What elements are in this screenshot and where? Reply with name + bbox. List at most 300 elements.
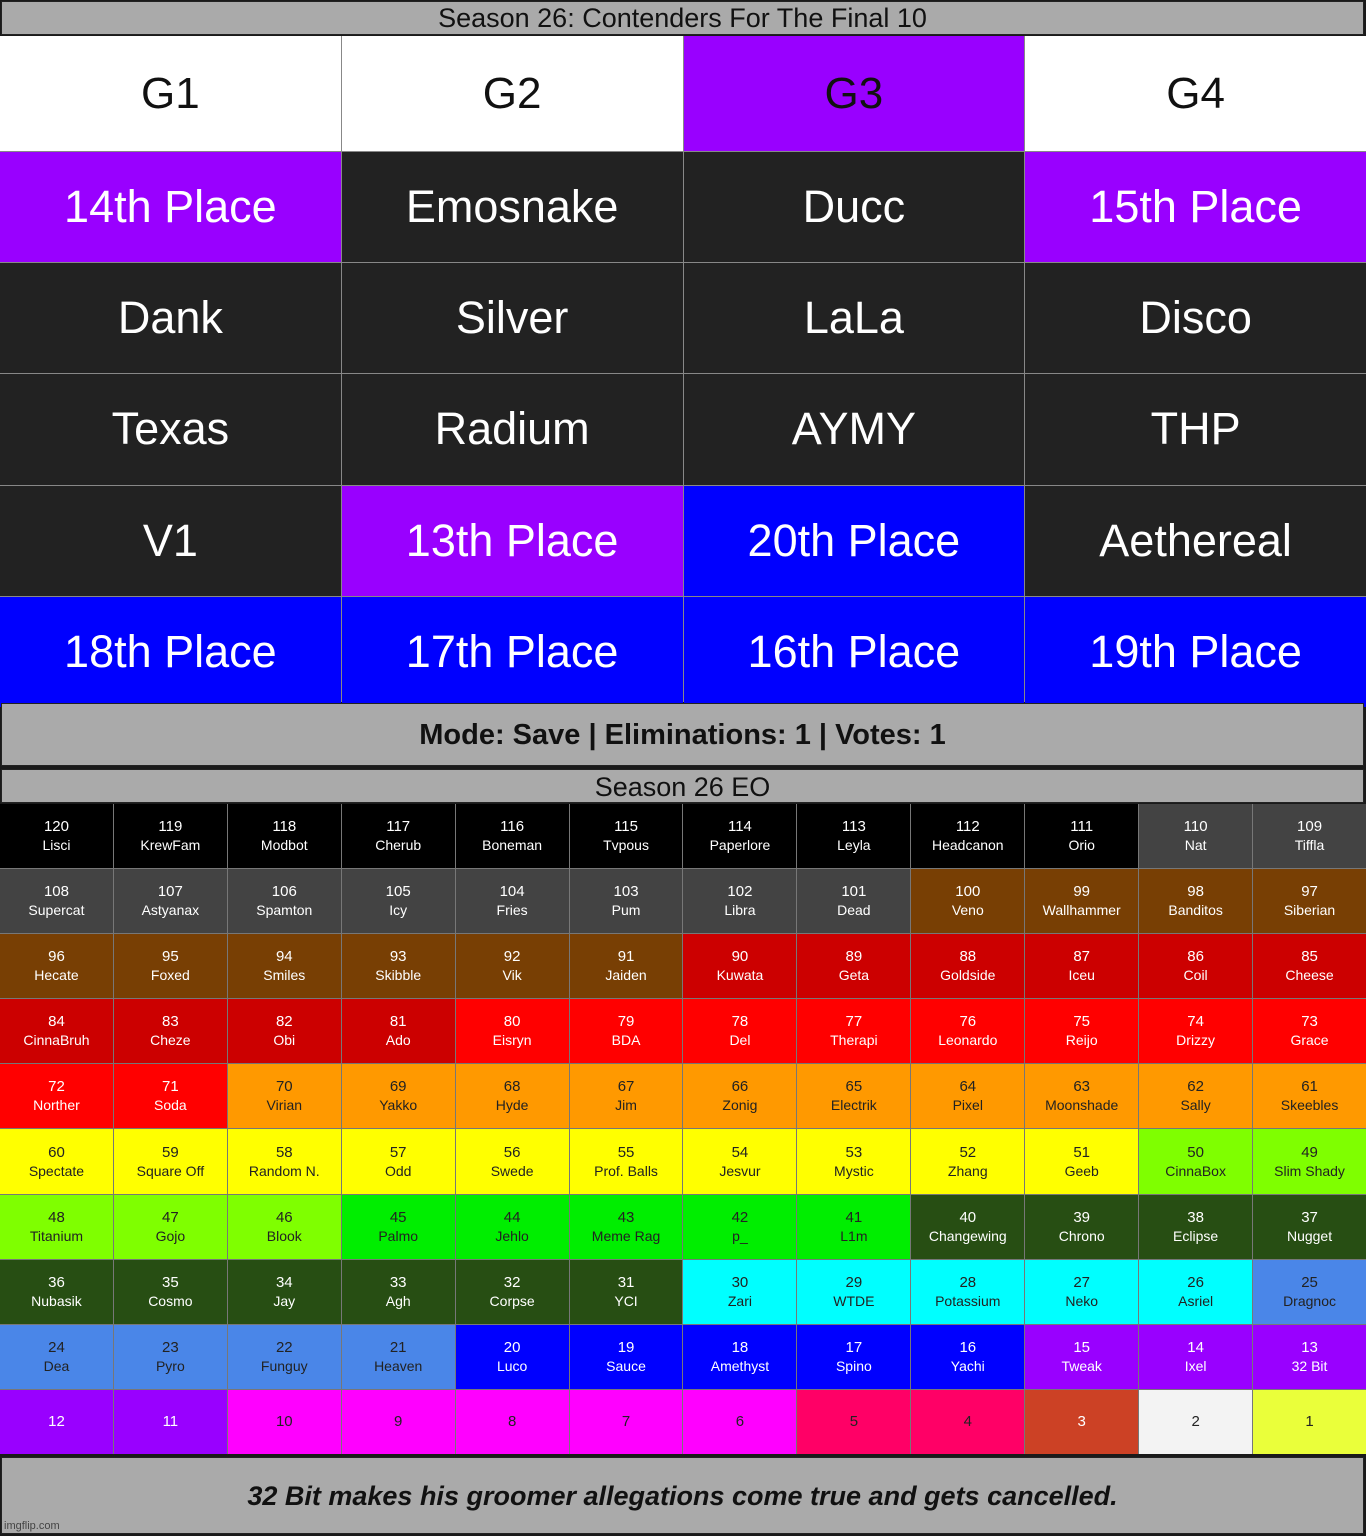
eo-contestant-name: Jim <box>615 1097 637 1114</box>
eo-contestant-name: Skibble <box>375 967 422 984</box>
eo-contestant-name: Modbot <box>260 837 308 854</box>
eo-rank: 73 <box>1301 1013 1318 1031</box>
eo-contestant-name: CinnaBox <box>1165 1162 1226 1179</box>
eo-cell <box>228 1260 341 1324</box>
eo-contestant-name: Norther <box>33 1097 80 1114</box>
eo-cell <box>0 1260 113 1324</box>
group-cell: Silver <box>342 263 683 373</box>
eo-cell <box>683 999 796 1063</box>
eo-cell <box>1025 1195 1138 1259</box>
eo-cell <box>683 1325 796 1389</box>
eo-cell <box>0 1195 113 1259</box>
eo-rank: 20 <box>503 1338 521 1356</box>
eo-contestant-name: Cheese <box>1285 967 1334 984</box>
group-cell: Aethereal <box>1025 486 1366 596</box>
eo-contestant-name: Random N. <box>248 1162 320 1179</box>
eo-rank: 92 <box>503 948 521 966</box>
eo-contestant-name: Electrik <box>830 1097 877 1114</box>
eo-rank: 21 <box>389 1338 407 1356</box>
eo-contestant-name: Nat <box>1184 837 1207 854</box>
eo-cell <box>1253 1195 1366 1259</box>
eo-cell <box>570 1260 683 1324</box>
eo-cell <box>1253 1064 1366 1128</box>
eo-contestant-name: Palmo <box>378 1227 419 1244</box>
eo-contestant-name: Reijo <box>1065 1032 1098 1049</box>
eo-contestant-name: Jaiden <box>605 967 647 984</box>
eo-contestant-name: Geta <box>838 967 870 984</box>
eo-rank: 89 <box>845 948 863 966</box>
eo-cell <box>114 1325 227 1389</box>
eo-cell <box>683 1260 796 1324</box>
eo-cell <box>456 804 569 868</box>
eo-contestant-name: Neko <box>1065 1292 1099 1309</box>
eo-cell <box>797 1390 910 1454</box>
eo-contestant-name: Cheze <box>150 1032 191 1049</box>
eo-contestant-name: Odd <box>384 1162 412 1179</box>
eo-rank: 99 <box>1073 883 1091 901</box>
eo-rank: 67 <box>617 1078 635 1096</box>
eo-contestant-name: Headcanon <box>931 837 1004 854</box>
eo-cell <box>228 804 341 868</box>
eo-rank: 115 <box>614 818 638 836</box>
eo-contestant-name: Paperlore <box>709 837 771 854</box>
eo-rank: 86 <box>1187 948 1204 966</box>
eo-rank: 91 <box>617 948 635 966</box>
eo-cell <box>342 869 455 933</box>
eo-cell <box>342 1195 455 1259</box>
eo-rank: 60 <box>48 1143 65 1161</box>
eo-contestant-name: Jesvur <box>719 1162 761 1179</box>
eo-rank: 23 <box>162 1338 179 1356</box>
eo-rank: 78 <box>731 1013 749 1031</box>
eo-cell <box>0 934 113 998</box>
eo-contestant-name: Hecate <box>34 967 79 984</box>
eo-grid <box>0 804 1366 1454</box>
eo-contestant-name: Foxed <box>150 967 190 984</box>
eo-cell <box>114 1129 227 1193</box>
eo-rank: 30 <box>731 1273 749 1291</box>
eo-cell <box>114 804 227 868</box>
group-cell: 14th Place <box>0 152 341 262</box>
eo-contestant-name: Virian <box>266 1097 303 1114</box>
eo-cell <box>1025 934 1138 998</box>
eo-cell <box>342 804 455 868</box>
eo-rank: 11 <box>162 1412 179 1430</box>
eo-cell <box>0 999 113 1063</box>
eo-rank: 109 <box>1297 818 1323 836</box>
eo-contestant-name: Spino <box>835 1357 872 1374</box>
eo-rank: 6 <box>735 1412 745 1430</box>
eo-cell <box>683 1064 796 1128</box>
eo-rank: 37 <box>1301 1208 1318 1226</box>
group-header-1: G1 <box>0 36 341 151</box>
eo-cell <box>456 999 569 1063</box>
eo-cell <box>456 1390 569 1454</box>
eo-rank: 24 <box>48 1338 65 1356</box>
eo-cell <box>797 1325 910 1389</box>
eo-contestant-name: Leonardo <box>938 1032 998 1049</box>
eo-cell <box>342 1129 455 1193</box>
eo-contestant-name: Dea <box>43 1357 70 1374</box>
eo-rank: 79 <box>617 1013 635 1031</box>
eo-rank: 113 <box>841 818 866 836</box>
eo-contestant-name: WTDE <box>833 1292 875 1309</box>
eo-contestant-name: Swede <box>490 1162 534 1179</box>
group-cell: 17th Place <box>342 597 683 707</box>
eo-rank: 70 <box>275 1078 293 1096</box>
eo-contestant-name: Ado <box>385 1032 411 1049</box>
eo-rank: 52 <box>959 1143 977 1161</box>
eo-rank: 41 <box>845 1208 863 1226</box>
group-cell: 18th Place <box>0 597 341 707</box>
eo-rank: 35 <box>162 1273 179 1291</box>
eo-rank: 83 <box>162 1013 179 1031</box>
group-cell: AYMY <box>684 374 1025 484</box>
group-cell: LaLa <box>684 263 1025 373</box>
eo-contestant-name: Tiffla <box>1294 837 1325 854</box>
eo-rank: 61 <box>1301 1078 1318 1096</box>
eo-cell <box>1139 1390 1252 1454</box>
eo-cell <box>342 1064 455 1128</box>
eo-cell <box>228 869 341 933</box>
eo-cell <box>114 1260 227 1324</box>
eo-rank: 105 <box>385 883 411 901</box>
group-cell: V1 <box>0 486 341 596</box>
eo-cell <box>570 804 683 868</box>
group-cell: Radium <box>342 374 683 484</box>
group-cell: 16th Place <box>684 597 1025 707</box>
eo-cell <box>1025 1390 1138 1454</box>
eo-cell <box>114 1390 227 1454</box>
eo-cell <box>1025 869 1138 933</box>
eo-contestant-name: Supercat <box>28 902 85 919</box>
eo-contestant-name: Wallhammer <box>1042 902 1121 919</box>
eo-contestant-name: Boneman <box>482 837 543 854</box>
eo-contestant-name: Ixel <box>1184 1357 1207 1374</box>
eo-contestant-name: Sally <box>1180 1097 1211 1114</box>
group-cell: Emosnake <box>342 152 683 262</box>
eo-cell <box>1253 1129 1366 1193</box>
eo-cell <box>570 1325 683 1389</box>
eo-cell <box>1025 1325 1138 1389</box>
eo-cell <box>0 1390 113 1454</box>
eo-rank: 50 <box>1187 1143 1204 1161</box>
eo-cell <box>0 1325 113 1389</box>
footer-caption: 32 Bit makes his groomer allegations come true and gets cancelled. <box>1 1457 1364 1534</box>
eo-rank: 65 <box>845 1078 863 1096</box>
eo-cell <box>228 934 341 998</box>
eo-contestant-name: Mystic <box>834 1162 874 1179</box>
eo-rank: 26 <box>1187 1273 1204 1291</box>
eo-cell <box>114 1064 227 1128</box>
group-cell: 15th Place <box>1025 152 1366 262</box>
eo-rank: 1 <box>1305 1412 1314 1430</box>
eo-cell <box>1253 1390 1366 1454</box>
eo-cell <box>114 1195 227 1259</box>
eo-contestant-name: Skeebles <box>1280 1097 1339 1114</box>
eo-cell <box>1025 999 1138 1063</box>
eo-rank: 102 <box>727 883 753 901</box>
eo-rank: 29 <box>845 1273 863 1291</box>
eo-contestant-name: Zari <box>727 1292 752 1309</box>
eo-contestant-name: Eclipse <box>1173 1227 1219 1244</box>
eo-rank: 36 <box>48 1273 65 1291</box>
eo-cell <box>1253 1260 1366 1324</box>
eo-contestant-name: Vik <box>502 967 522 984</box>
eo-contestant-name: Pum <box>611 902 641 919</box>
eo-contestant-name: Coil <box>1183 967 1208 984</box>
eo-rank: 4 <box>963 1412 972 1430</box>
eo-cell <box>797 1260 910 1324</box>
eo-rank: 117 <box>386 818 411 836</box>
eo-cell <box>570 1390 683 1454</box>
eo-contestant-name: Luco <box>496 1357 528 1374</box>
eo-contestant-name: Sauce <box>606 1357 646 1374</box>
eo-contestant-name: Soda <box>154 1097 187 1114</box>
eo-rank: 14 <box>1187 1338 1204 1356</box>
eo-rank: 32 <box>503 1273 521 1291</box>
eo-cell <box>1139 1064 1252 1128</box>
eo-contestant-name: Pyro <box>155 1357 185 1374</box>
eo-rank: 16 <box>959 1338 977 1356</box>
eo-cell <box>683 869 796 933</box>
eo-rank: 118 <box>272 818 297 836</box>
eo-contestant-name: Prof. Balls <box>594 1162 658 1179</box>
eo-cell <box>911 934 1024 998</box>
eo-cell <box>1139 804 1252 868</box>
eo-cell <box>683 934 796 998</box>
eo-contestant-name: Cosmo <box>148 1292 193 1309</box>
eo-contestant-name: Geeb <box>1064 1162 1099 1179</box>
eo-rank: 96 <box>48 948 65 966</box>
eo-cell <box>797 1064 910 1128</box>
eo-rank: 27 <box>1073 1273 1091 1291</box>
watermark: imgflip.com <box>4 1520 60 1532</box>
eo-rank: 33 <box>389 1273 407 1291</box>
eo-cell <box>1139 1260 1252 1324</box>
eo-cell <box>342 1260 455 1324</box>
group-header-3: G3 <box>684 36 1025 151</box>
eo-cell <box>228 999 341 1063</box>
eo-contestant-name: Dead <box>837 902 871 919</box>
eo-cell <box>1253 934 1366 998</box>
eo-cell <box>1139 1129 1252 1193</box>
eo-rank: 88 <box>959 948 977 966</box>
eo-cell <box>683 1390 796 1454</box>
eo-rank: 22 <box>275 1338 293 1356</box>
eo-cell <box>456 1325 569 1389</box>
eo-contestant-name: Siberian <box>1283 902 1336 919</box>
eo-rank: 90 <box>731 948 749 966</box>
eo-contestant-name: Cherub <box>375 837 422 854</box>
eo-cell <box>1139 934 1252 998</box>
eo-rank: 82 <box>275 1013 293 1031</box>
eo-rank: 19 <box>617 1338 635 1356</box>
eo-cell <box>570 999 683 1063</box>
eo-rank: 119 <box>158 818 183 836</box>
eo-contestant-name: Funguy <box>260 1357 308 1374</box>
eo-rank: 39 <box>1073 1208 1091 1226</box>
eo-cell <box>1025 1260 1138 1324</box>
eo-contestant-name: L1m <box>840 1227 868 1244</box>
eo-cell <box>1253 999 1366 1063</box>
eo-rank: 10 <box>275 1412 293 1430</box>
eo-contestant-name: Corpse <box>489 1292 535 1309</box>
eo-rank: 93 <box>389 948 407 966</box>
eo-cell <box>797 934 910 998</box>
eo-cell <box>570 869 683 933</box>
eo-rank: 46 <box>275 1208 293 1226</box>
eo-cell <box>911 1390 1024 1454</box>
eo-rank: 76 <box>959 1013 977 1031</box>
eo-contestant-name: Tweak <box>1061 1357 1102 1374</box>
eo-cell <box>456 1195 569 1259</box>
eo-rank: 2 <box>1191 1412 1200 1430</box>
eo-cell <box>683 1129 796 1193</box>
eo-contestant-name: Orio <box>1068 837 1095 854</box>
eo-cell <box>570 1064 683 1128</box>
eo-contestant-name: Grace <box>1290 1032 1329 1049</box>
eo-contestant-name: Obi <box>273 1032 296 1049</box>
eo-cell <box>1139 1195 1252 1259</box>
eo-contestant-name: Smiles <box>263 967 306 984</box>
eo-contestant-name: Square Off <box>136 1162 205 1179</box>
eo-cell <box>797 804 910 868</box>
eo-title: Season 26 EO <box>1 769 1364 803</box>
eo-contestant-name: Yachi <box>950 1357 985 1374</box>
eo-cell <box>797 1195 910 1259</box>
eo-contestant-name: Eisryn <box>492 1032 532 1049</box>
group-cell: Disco <box>1025 263 1366 373</box>
eo-cell <box>456 934 569 998</box>
eo-rank: 48 <box>48 1208 65 1226</box>
eo-cell <box>797 1129 910 1193</box>
eo-contestant-name: Pixel <box>952 1097 983 1114</box>
eo-cell <box>797 869 910 933</box>
eo-cell <box>911 1195 1024 1259</box>
eo-rank: 64 <box>959 1078 977 1096</box>
eo-rank: 80 <box>503 1013 521 1031</box>
eo-rank: 63 <box>1073 1078 1091 1096</box>
eo-cell <box>911 999 1024 1063</box>
eo-rank: 95 <box>162 948 179 966</box>
groups-grid <box>0 36 1366 702</box>
eo-rank: 100 <box>955 883 981 901</box>
eo-rank: 42 <box>731 1208 749 1226</box>
eo-contestant-name: Iceu <box>1068 967 1095 984</box>
eo-rank: 116 <box>500 818 525 836</box>
eo-cell <box>342 1390 455 1454</box>
eo-rank: 7 <box>621 1412 631 1430</box>
eo-contestant-name: Jay <box>273 1292 296 1309</box>
eo-contestant-name: Spectate <box>28 1162 85 1179</box>
eo-cell <box>683 1195 796 1259</box>
eo-contestant-name: Drizzy <box>1176 1032 1216 1049</box>
eo-rank: 3 <box>1077 1412 1086 1430</box>
eo-contestant-name: Fries <box>496 902 528 919</box>
eo-cell <box>1253 869 1366 933</box>
eo-contestant-name: Meme Rag <box>591 1227 661 1244</box>
eo-rank: 47 <box>162 1208 179 1226</box>
eo-rank: 25 <box>1301 1273 1318 1291</box>
eo-rank: 66 <box>731 1078 749 1096</box>
eo-contestant-name: Astyanax <box>141 902 200 919</box>
eo-rank: 5 <box>849 1412 859 1430</box>
eo-rank: 75 <box>1073 1013 1091 1031</box>
eo-contestant-name: Agh <box>385 1292 411 1309</box>
eo-contestant-name: Chrono <box>1058 1227 1105 1244</box>
eo-rank: 72 <box>48 1078 65 1096</box>
eo-rank: 104 <box>499 883 525 901</box>
eo-contestant-name: Kuwata <box>716 967 764 984</box>
eo-cell <box>1139 1325 1252 1389</box>
eo-contestant-name: Leyla <box>837 837 871 854</box>
eo-contestant-name: Jehlo <box>495 1227 529 1244</box>
eo-contestant-name: Hyde <box>495 1097 529 1114</box>
eo-contestant-name: Moonshade <box>1045 1097 1119 1114</box>
eo-cell <box>1025 1064 1138 1128</box>
eo-rank: 49 <box>1301 1143 1318 1161</box>
eo-rank: 43 <box>617 1208 635 1226</box>
eo-rank: 15 <box>1073 1338 1091 1356</box>
eo-contestant-name: Lisci <box>42 837 71 854</box>
eo-contestant-name: Libra <box>724 902 756 919</box>
eo-contestant-name: Gojo <box>155 1227 186 1244</box>
eo-rank: 68 <box>503 1078 521 1096</box>
eo-cell <box>1253 1325 1366 1389</box>
eo-rank: 120 <box>43 818 69 836</box>
eo-rank: 31 <box>617 1273 635 1291</box>
eo-contestant-name: Slim Shady <box>1274 1162 1345 1179</box>
eo-cell <box>114 934 227 998</box>
eo-cell <box>911 1129 1024 1193</box>
eo-rank: 34 <box>275 1273 293 1291</box>
eo-rank: 28 <box>959 1273 977 1291</box>
eo-cell <box>911 869 1024 933</box>
eo-cell <box>342 1325 455 1389</box>
mode-bar: Mode: Save | Eliminations: 1 | Votes: 1 <box>1 703 1364 766</box>
eo-rank: 13 <box>1301 1338 1318 1356</box>
eo-cell <box>911 1260 1024 1324</box>
eo-rank: 45 <box>389 1208 407 1226</box>
eo-contestant-name: Zhang <box>947 1162 988 1179</box>
eo-contestant-name: Goldside <box>940 967 996 984</box>
eo-cell <box>228 1064 341 1128</box>
eo-rank: 57 <box>389 1143 407 1161</box>
eo-cell <box>228 1325 341 1389</box>
eo-contestant-name: Asriel <box>1178 1292 1214 1309</box>
eo-rank: 38 <box>1187 1208 1204 1226</box>
eo-rank: 108 <box>43 883 69 901</box>
eo-rank: 87 <box>1073 948 1091 966</box>
eo-contestant-name: Heaven <box>374 1357 423 1374</box>
eo-cell <box>228 1390 341 1454</box>
eo-cell <box>456 1064 569 1128</box>
contenders-title: Season 26: Contenders For The Final 10 <box>1 1 1364 35</box>
eo-cell <box>683 804 796 868</box>
eo-contestant-name: Titanium <box>29 1227 84 1244</box>
eo-rank: 106 <box>271 883 297 901</box>
eo-cell <box>342 934 455 998</box>
eo-cell <box>1253 804 1366 868</box>
eo-rank: 101 <box>841 883 867 901</box>
eo-cell <box>570 934 683 998</box>
eo-cell <box>1025 804 1138 868</box>
eo-rank: 59 <box>162 1143 179 1161</box>
eo-cell <box>570 1129 683 1193</box>
eo-contestant-name: Changewing <box>928 1227 1007 1244</box>
eo-contestant-name: Therapi <box>830 1032 878 1049</box>
